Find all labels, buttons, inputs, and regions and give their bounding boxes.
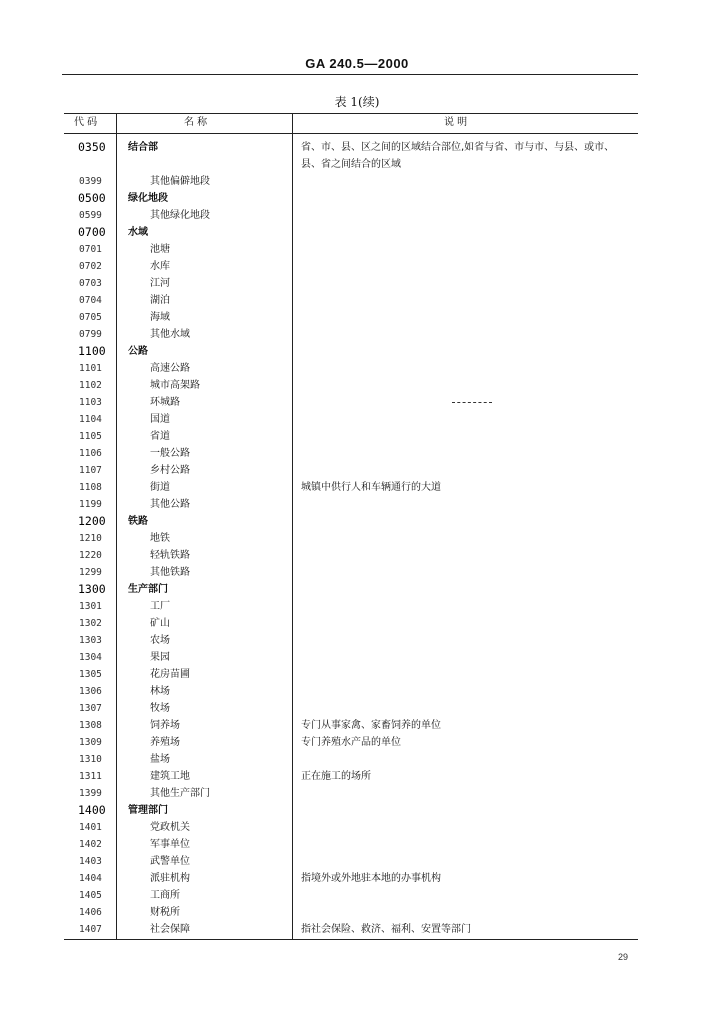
row-name: 工厂 (150, 601, 170, 612)
row-code: 1401 (79, 822, 102, 833)
table-row (64, 717, 638, 734)
row-name: 花房苗圃 (150, 669, 190, 680)
row-name: 其他铁路 (150, 567, 190, 578)
row-name: 财税所 (150, 907, 180, 918)
row-name: 养殖场 (150, 737, 180, 748)
table-row (64, 309, 638, 326)
row-code: 0599 (79, 210, 102, 221)
row-name: 其他绿化地段 (150, 210, 210, 221)
table-row (64, 326, 638, 343)
table-row (64, 207, 638, 224)
row-name: 其他生产部门 (150, 788, 210, 799)
row-name: 地铁 (150, 533, 170, 544)
row-name: 绿化地段 (128, 193, 168, 204)
header-bottom-border (64, 133, 638, 134)
table-row (64, 496, 638, 513)
table-row (64, 853, 638, 870)
header-desc: 说 明 (444, 117, 468, 128)
row-code: 1106 (79, 448, 102, 459)
row-name: 铁路 (128, 516, 148, 527)
row-code: 1105 (79, 431, 102, 442)
row-code: 1405 (79, 890, 102, 901)
stray-dash-mark (452, 402, 492, 403)
row-name: 池塘 (150, 244, 170, 255)
row-code: 1402 (79, 839, 102, 850)
row-name: 其他偏僻地段 (150, 176, 210, 187)
row-name: 其他水域 (150, 329, 190, 340)
header-code: 代 码 (74, 117, 98, 128)
row-code: 1210 (79, 533, 102, 544)
table-row (64, 666, 638, 683)
table-row (64, 887, 638, 904)
table-row (64, 734, 638, 751)
row-name: 果园 (150, 652, 170, 663)
row-name: 水域 (128, 227, 148, 238)
table-row (64, 683, 638, 700)
row-name: 生产部门 (128, 584, 168, 595)
table-row (64, 258, 638, 275)
row-code: 1308 (79, 720, 102, 731)
header-rule (62, 74, 638, 75)
table-row (64, 598, 638, 615)
table-row (64, 785, 638, 802)
table-bottom-border (64, 939, 638, 940)
row-name: 湖泊 (150, 295, 170, 306)
row-name: 管理部门 (128, 805, 168, 816)
table-row (64, 615, 638, 632)
row-code: 1100 (78, 344, 106, 358)
table-caption: 表 1(续) (334, 95, 380, 109)
row-name: 党政机关 (150, 822, 190, 833)
table-row (64, 751, 638, 768)
row-code: 0350 (78, 140, 106, 154)
row-code: 0702 (79, 261, 102, 272)
row-description: 正在施工的场所 (301, 771, 371, 782)
table-row (64, 190, 638, 207)
row-code: 1302 (79, 618, 102, 629)
row-name: 乡村公路 (150, 465, 190, 476)
table-row (64, 377, 638, 394)
table-row (64, 819, 638, 836)
row-code: 1303 (79, 635, 102, 646)
row-name: 高速公路 (150, 363, 190, 374)
row-code: 1310 (79, 754, 102, 765)
row-name: 公路 (128, 346, 148, 357)
table-top-border (64, 113, 638, 114)
row-code: 1301 (79, 601, 102, 612)
row-name: 国道 (150, 414, 170, 425)
header-name: 名 称 (184, 117, 208, 128)
row-code: 1311 (79, 771, 102, 782)
row-name: 街道 (150, 482, 170, 493)
table-row (64, 700, 638, 717)
row-code: 1107 (79, 465, 102, 476)
row-code: 1101 (79, 363, 102, 374)
row-code: 1102 (79, 380, 102, 391)
row-name: 环城路 (150, 397, 180, 408)
table-row (64, 768, 638, 785)
row-name: 盐场 (150, 754, 170, 765)
row-name: 农场 (150, 635, 170, 646)
row-name: 海域 (150, 312, 170, 323)
row-name: 轻轨铁路 (150, 550, 190, 561)
row-name: 武警单位 (150, 856, 190, 867)
table-row (64, 564, 638, 581)
row-code: 1300 (78, 582, 106, 596)
row-name: 军事单位 (150, 839, 190, 850)
row-code: 1403 (79, 856, 102, 867)
row-code: 1199 (79, 499, 102, 510)
row-name: 其他公路 (150, 499, 190, 510)
row-description: 省、市、县、区之间的区域结合部位,如省与省、市与市、与县、或市、县、省之间结合的区域 (301, 142, 615, 170)
row-name: 林场 (150, 686, 170, 697)
row-code: 0700 (78, 225, 106, 239)
row-code: 0701 (79, 244, 102, 255)
row-code: 1304 (79, 652, 102, 663)
row-name: 牧场 (150, 703, 170, 714)
table-row (64, 479, 638, 496)
table-row (64, 649, 638, 666)
table-row (64, 445, 638, 462)
table-row (64, 224, 638, 241)
table-row (64, 581, 638, 598)
row-description: 专门从事家禽、家畜饲养的单位 (301, 720, 441, 731)
table-row (64, 292, 638, 309)
row-code: 1103 (79, 397, 102, 408)
row-name: 一般公路 (150, 448, 190, 459)
table-row (64, 428, 638, 445)
table-row (64, 139, 638, 173)
row-code: 1407 (79, 924, 102, 935)
table-row (64, 241, 638, 258)
row-name: 结合部 (128, 142, 158, 153)
table-row (64, 360, 638, 377)
row-name: 建筑工地 (150, 771, 190, 782)
standard-code: GA 240.5—2000 (305, 56, 409, 71)
row-code: 1399 (79, 788, 102, 799)
table-row (64, 632, 638, 649)
row-code: 1104 (79, 414, 102, 425)
row-code: 0799 (79, 329, 102, 340)
row-code: 1108 (79, 482, 102, 493)
table-row (64, 462, 638, 479)
row-code: 0703 (79, 278, 102, 289)
table-row (64, 275, 638, 292)
row-name: 社会保障 (150, 924, 190, 935)
row-name: 江河 (150, 278, 170, 289)
code-table (64, 113, 638, 940)
row-code: 0399 (79, 176, 102, 187)
row-code: 1220 (79, 550, 102, 561)
row-code: 0705 (79, 312, 102, 323)
row-name: 饲养场 (150, 720, 180, 731)
table-row (64, 411, 638, 428)
table-row (64, 870, 638, 887)
table-row (64, 394, 638, 411)
table-row (64, 547, 638, 564)
row-code: 1406 (79, 907, 102, 918)
row-name: 派驻机构 (150, 873, 190, 884)
row-description: 指社会保险、救济、福利、安置等部门 (301, 924, 471, 935)
table-row (64, 513, 638, 530)
row-code: 1305 (79, 669, 102, 680)
row-description: 指境外或外地驻本地的办事机构 (301, 873, 441, 884)
table-row (64, 802, 638, 819)
row-code: 1299 (79, 567, 102, 578)
row-name: 水库 (150, 261, 170, 272)
table-row (64, 836, 638, 853)
table-row (64, 921, 638, 938)
row-description: 城镇中供行人和车辆通行的大道 (301, 482, 441, 493)
table-row (64, 343, 638, 360)
row-name: 工商所 (150, 890, 180, 901)
row-code: 1400 (78, 803, 106, 817)
row-description: 专门养殖水产品的单位 (301, 737, 401, 748)
table-row (64, 173, 638, 190)
row-code: 1309 (79, 737, 102, 748)
row-code: 1306 (79, 686, 102, 697)
table-row (64, 530, 638, 547)
row-code: 1200 (78, 514, 106, 528)
row-name: 省道 (150, 431, 170, 442)
row-code: 0500 (78, 191, 106, 205)
row-code: 1307 (79, 703, 102, 714)
table-row (64, 904, 638, 921)
row-code: 0704 (79, 295, 102, 306)
page-number: 29 (618, 952, 629, 962)
row-code: 1404 (79, 873, 102, 884)
row-name: 矿山 (150, 618, 170, 629)
row-name: 城市高架路 (150, 380, 200, 391)
